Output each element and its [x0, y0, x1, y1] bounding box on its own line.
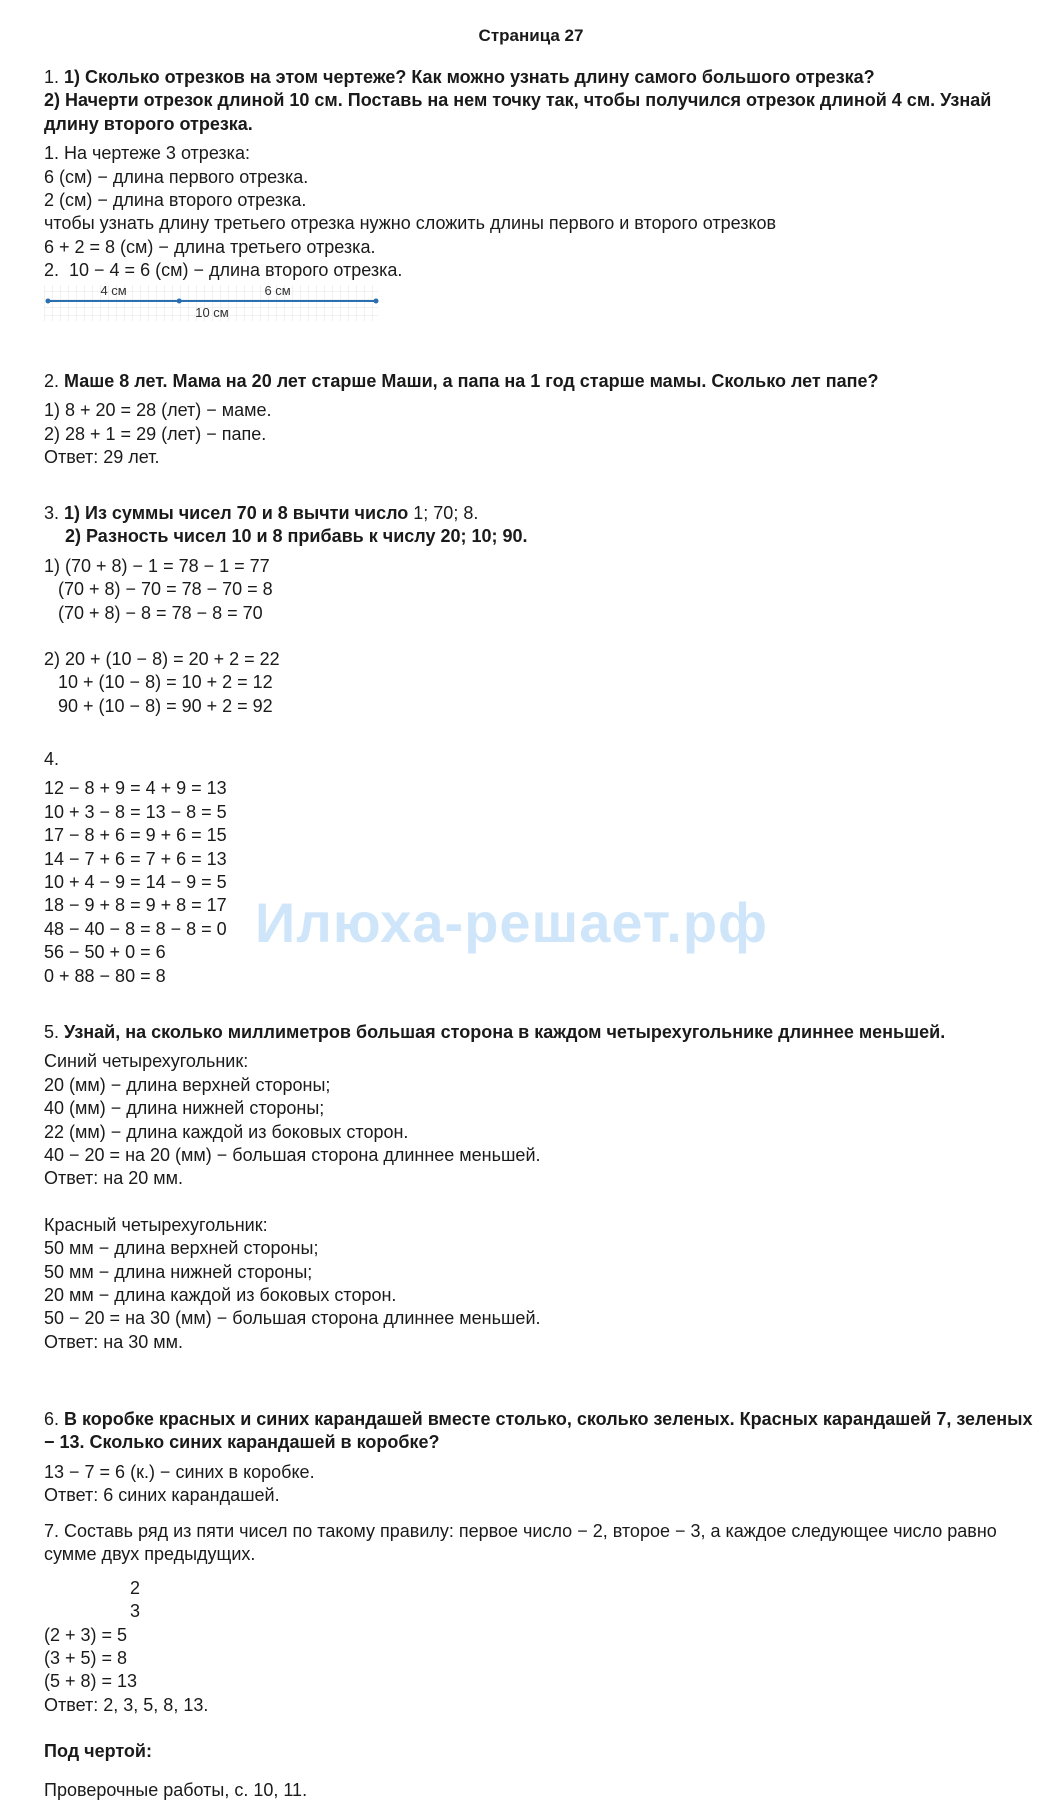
segment-diagram: [44, 283, 384, 323]
footer-heading: Под чертой:: [44, 1741, 152, 1761]
task-5-question-text: Узнай, на сколько миллиметров большая сторона в каждом четырехугольнике длиннее меньшей.: [64, 1022, 946, 1042]
task-4-line: 0 + 88 − 80 = 8: [44, 965, 166, 986]
task-1: [44, 66, 1034, 323]
task-1-question: [44, 66, 1034, 136]
task-3-line: (70 + 8) − 70 = 78 − 70 = 8: [58, 579, 273, 600]
task-1-line: 1. На чертеже 3 отрезка:: [44, 143, 250, 164]
task-2-line: Ответ: 29 лет.: [44, 447, 160, 468]
task-7-line: (3 + 5) = 8: [44, 1648, 128, 1669]
task-5-blue-line: Ответ: на 20 мм.: [44, 1168, 183, 1189]
task-7-line: (5 + 8) = 13: [44, 1671, 138, 1692]
task-7-line: (2 + 3) = 5: [44, 1624, 128, 1645]
watermark: Илюха-решает.рф: [255, 891, 769, 954]
footer: [44, 1740, 1034, 1803]
task-7-question: 7. Составь ряд из пяти чисел по такому правилу: первое число − 2, второе − 3, а каждое следующее число равно сумме двух предыдущих.: [44, 1521, 997, 1565]
task-7-column-value: 2: [130, 1577, 141, 1598]
task-5-question: [44, 1021, 1034, 1044]
task-3-question: [44, 502, 1034, 549]
task-5-red-line: 50 − 20 = на 30 (мм) − большая сторона длиннее меньшей.: [44, 1308, 541, 1329]
task-4-line: 10 + 4 − 9 = 14 − 9 = 5: [44, 872, 227, 893]
task-5-red-line: Ответ: на 30 мм.: [44, 1331, 183, 1352]
footer-text: Проверочные работы, с. 10, 11.: [44, 1780, 308, 1801]
task-5-blue-line: 40 − 20 = на 20 (мм) − большая сторона длиннее меньшей.: [44, 1145, 541, 1166]
task-6-question: [44, 1408, 1034, 1455]
task-7-line: Ответ: 2, 3, 5, 8, 13.: [44, 1694, 209, 1715]
page-title: Страница 27: [478, 26, 584, 45]
task-5-red-line: 50 мм − длина верхней стороны;: [44, 1238, 319, 1259]
task-5-red-line: 20 мм − длина каждой из боковых сторон.: [44, 1285, 397, 1306]
task-5-blue-line: Синий четырехугольник:: [44, 1051, 249, 1072]
task-1-number: 1.: [44, 67, 60, 87]
task-1-line: 2. 10 − 4 = 6 (см) − длина второго отрезка.: [44, 260, 403, 281]
task-2-number: 2.: [44, 371, 60, 391]
task-1-line: 2 (см) − длина второго отрезка.: [44, 190, 307, 211]
task-6-line: Ответ: 6 синих карандашей.: [44, 1485, 280, 1506]
task-5: [44, 1021, 1034, 1354]
task-4-number: 4.: [44, 749, 60, 769]
task-4-line: 12 − 8 + 9 = 4 + 9 = 13: [44, 778, 227, 799]
task-1-line: 6 (см) − длина первого отрезка.: [44, 166, 309, 187]
task-3-line: 90 + (10 − 8) = 90 + 2 = 92: [58, 695, 273, 716]
task-5-red-line: 50 мм − длина нижней стороны;: [44, 1261, 313, 1282]
task-3-question-1-numbers: 1; 70; 8.: [408, 503, 479, 523]
task-5-red-line: Красный четырехугольник:: [44, 1214, 268, 1235]
label-left-segment: 4 см: [100, 282, 127, 298]
task-3-question-1: 1) Из суммы чисел 70 и 8 вычти число: [64, 503, 409, 523]
task-3-number: 3.: [44, 503, 60, 523]
task-6-line: 13 − 7 = 6 (к.) − синих в коробке.: [44, 1461, 315, 1482]
task-5-blue-line: 22 (мм) − длина каждой из боковых сторон.: [44, 1121, 409, 1142]
task-5-blue-line: 40 (мм) − длина нижней стороны;: [44, 1098, 325, 1119]
task-6-question-text: В коробке красных и синих карандашей вместе столько, сколько зеленых. Красных карандашей 7, зеленых − 13. Сколько синих карандашей в коробке?: [44, 1409, 1033, 1453]
point-end: [374, 298, 379, 303]
task-5-number: 5.: [44, 1022, 60, 1042]
task-3: [44, 502, 1034, 718]
point-middle: [177, 298, 182, 303]
task-4-line: 56 − 50 + 0 = 6: [44, 942, 166, 963]
task-2: [44, 370, 1034, 470]
point-start: [46, 298, 51, 303]
task-4-line: 48 − 40 − 8 = 8 − 8 = 0: [44, 918, 227, 939]
task-2-line: 2) 28 + 1 = 29 (лет) − папе.: [44, 423, 267, 444]
task-2-line: 1) 8 + 20 = 28 (лет) − маме.: [44, 400, 272, 421]
task-3-line: (70 + 8) − 8 = 78 − 8 = 70: [58, 602, 263, 623]
task-4-line: 10 + 3 − 8 = 13 − 8 = 5: [44, 801, 227, 822]
task-4-line: 14 − 7 + 6 = 7 + 6 = 13: [44, 848, 227, 869]
task-3-line: 2) 20 + (10 − 8) = 20 + 2 = 22: [44, 649, 280, 670]
task-4-line: 17 − 8 + 6 = 9 + 6 = 15: [44, 825, 227, 846]
task-1-line: 6 + 2 = 8 (см) − длина третьего отрезка.: [44, 236, 376, 257]
task-3-line: 10 + (10 − 8) = 10 + 2 = 12: [58, 672, 273, 693]
task-1-line: чтобы узнать длину третьего отрезка нужно сложить длины первого и второго отрезков: [44, 213, 777, 234]
task-4-line: 18 − 9 + 8 = 9 + 8 = 17: [44, 895, 227, 916]
task-4: [44, 748, 1034, 988]
task-6: [44, 1408, 1034, 1508]
task-3-question-2: 2) Разность чисел 10 и 8 прибавь к числу 20; 10; 90.: [65, 526, 528, 547]
task-5-blue-line: 20 (мм) − длина верхней стороны;: [44, 1074, 331, 1095]
task-2-question-text: Маше 8 лет. Мама на 20 лет старше Маши, а папа на 1 год старше мамы. Сколько лет папе?: [64, 371, 879, 391]
task-1-question-1: 1) Сколько отрезков на этом чертеже? Как можно узнать длину самого большого отрезка?: [64, 67, 875, 87]
task-7-column-value: 3: [130, 1601, 141, 1622]
task-6-number: 6.: [44, 1409, 60, 1429]
label-right-segment: 6 см: [264, 282, 291, 298]
task-7: [44, 1520, 1034, 1717]
label-total-segment: 10 см: [195, 304, 229, 320]
task-2-question: [44, 370, 1034, 393]
task-1-question-2: 2) Начерти отрезок длиной 10 см. Поставь на нем точку так, чтобы получился отрезок длиной 4 см. Узнай длину второго отрезка.: [44, 90, 992, 134]
task-3-line: 1) (70 + 8) − 1 = 78 − 1 = 77: [44, 555, 270, 576]
